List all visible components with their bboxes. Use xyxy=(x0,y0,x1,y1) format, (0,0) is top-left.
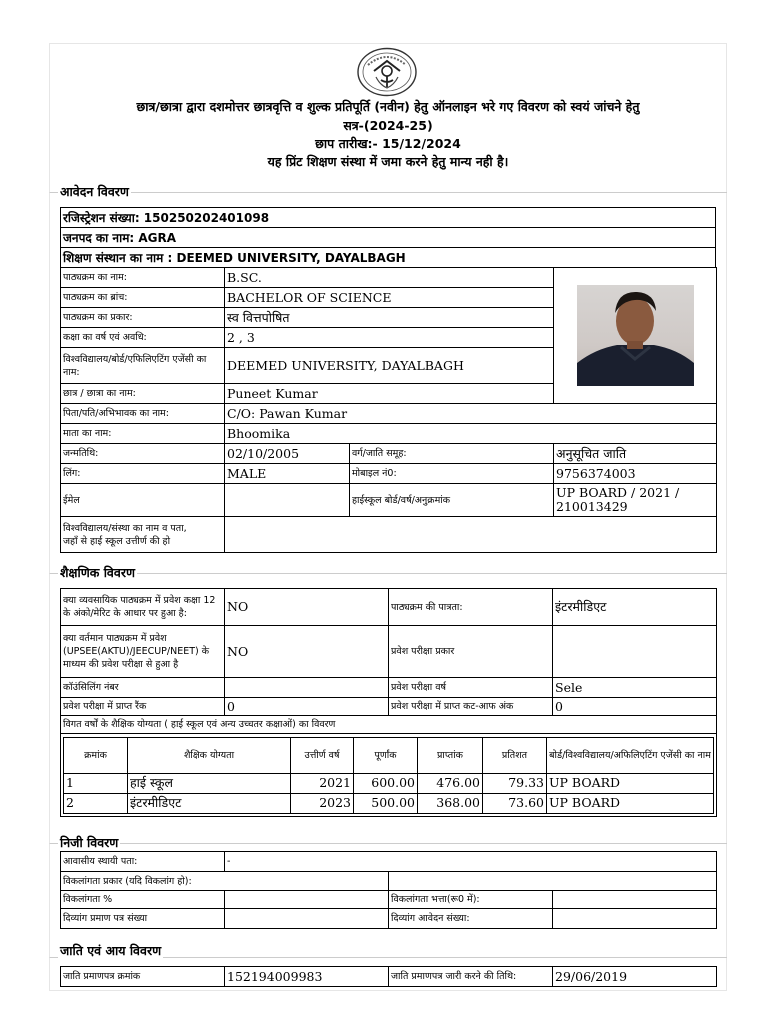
highschool-university-label-line2: जहाँ से हाई स्कूल उत्तीर्ण की हो xyxy=(63,535,171,547)
disability-type-label: विकलांगता प्रकार (यदि विकलांग हो): xyxy=(61,872,389,891)
academic-legend: शैक्षणिक विवरण xyxy=(60,565,135,580)
counselling-number-value xyxy=(225,678,389,698)
education-history-cell xyxy=(61,734,717,817)
cell-obtained-marks: 476.00 xyxy=(418,773,483,793)
gender-value: MALE xyxy=(225,464,350,484)
cell-pass-year: 2021 xyxy=(291,773,354,793)
entrance-admission-label: क्या वर्तमान पाठ्यक्रम में प्रवेश (UPSEE(AKTU)/JEECUP/NEET) के माध्यम की प्रवेश परीक्षा से हुआ है xyxy=(61,626,225,678)
course-name-label: पाठ्यक्रम का नाम: xyxy=(61,268,225,288)
cell-pass-year: 2023 xyxy=(291,793,354,813)
header-title: छात्र/छात्रा द्वारा दशमोत्तर छात्रवृत्ति व शुल्क प्रतिपूर्ति (नवीन) हेतु ऑनलाइन भरे गए विवरण को स्वयं जांचने हेतु xyxy=(136,99,640,114)
counselling-number-label: कॉउंसिलिंग नंबर xyxy=(61,678,225,698)
column-header-serial: क्रमांक xyxy=(64,737,128,773)
application-details-table xyxy=(60,267,717,553)
disability-percent-value xyxy=(225,891,389,909)
mobile-label: मोबाइल नं0: xyxy=(350,464,554,484)
application-legend: आवेदन विवरण xyxy=(60,184,129,199)
father-name-value: C/O: Pawan Kumar xyxy=(225,404,717,424)
caste-legend: जाति एवं आय विवरण xyxy=(60,943,162,958)
father-name-label: पिता/पति/अभिभावक का नाम: xyxy=(61,404,225,424)
mother-name-label: माता का नाम: xyxy=(61,424,225,444)
entrance-exam-year-label: प्रवेश परीक्षा वर्ष xyxy=(389,678,553,698)
academic-details-table xyxy=(60,588,717,817)
entrance-cutoff-label: प्रवेश परीक्षा में प्राप्त कट-आफ अंक xyxy=(389,698,553,716)
cell-qualification: इंटरमीडिएट xyxy=(128,793,291,813)
highschool-board-label: हाईस्कूल बोर्ड/वर्ष/अनुक्रमांक xyxy=(350,484,554,517)
course-branch-value: BACHELOR OF SCIENCE xyxy=(225,288,554,308)
dob-label: जन्मतिथि: xyxy=(61,444,225,464)
university-value: DEEMED UNIVERSITY, DAYALBAGH xyxy=(225,348,554,384)
cell-max-marks: 600.00 xyxy=(354,773,418,793)
photo-cell xyxy=(554,268,717,404)
cell-percentage: 79.33 xyxy=(483,773,547,793)
class-year-label: कक्षा का वर्ष एवं अवधि: xyxy=(61,328,225,348)
category-label: वर्ग/जाति समूह: xyxy=(350,444,554,464)
disability-percent-label: विकलांगता % xyxy=(61,891,225,909)
address-value: - xyxy=(225,852,717,872)
highschool-university-label-line1: विश्वविद्यालय/संस्था का नाम व पता, xyxy=(63,522,187,534)
cell-obtained-marks: 368.00 xyxy=(418,793,483,813)
table-row xyxy=(64,773,714,793)
disability-type-value xyxy=(389,872,717,891)
merit-admission-label: क्या व्यवसायिक पाठ्यक्रम में प्रवेश कक्षा 12 के अंको/मेरिट के आधार पर हुआ है: xyxy=(61,589,225,626)
header-print-date: छाप तारीख:- 15/12/2024 xyxy=(315,136,461,151)
course-name-value: B.SC. xyxy=(225,268,554,288)
course-eligibility-label: पाठ्यक्रम की पात्रता: xyxy=(389,589,553,626)
caste-certificate-date-value: 29/06/2019 xyxy=(553,967,717,987)
header-note: यह प्रिंट शिक्षण संस्था में जमा करने हेतु मान्य नही है। xyxy=(267,154,509,169)
merit-admission-value: NO xyxy=(225,589,389,626)
course-type-label: पाठ्यक्रम का प्रकार: xyxy=(61,308,225,328)
disability-application-label: दिव्यांग आवेदन संख्या: xyxy=(389,909,553,929)
column-header-board: बोर्ड/विश्वविद्यालय/अफिलिएटिंग एजेंसी का नाम xyxy=(547,737,714,773)
dob-value: 02/10/2005 xyxy=(225,444,350,464)
disability-application-value xyxy=(553,909,717,929)
entrance-rank-label: प्रवेश परीक्षा में प्राप्त रैंक xyxy=(61,698,225,716)
personal-legend: निजी विवरण xyxy=(60,835,119,850)
entrance-exam-year-value: Sele xyxy=(553,678,717,698)
highschool-university-value xyxy=(225,517,717,553)
entrance-rank-value: 0 xyxy=(225,698,389,716)
disability-certificate-label: दिव्यांग प्रमाण पत्र संख्या xyxy=(61,909,225,929)
cell-percentage: 73.60 xyxy=(483,793,547,813)
cell-max-marks: 500.00 xyxy=(354,793,418,813)
entrance-admission-value: NO xyxy=(225,626,389,678)
course-type-value: स्व वित्तपोषित xyxy=(225,308,554,328)
cell-board: UP BOARD xyxy=(547,793,714,813)
class-year-value: 2 , 3 xyxy=(225,328,554,348)
registration-number: रजिस्ट्रेशन संख्या: 150250202401098 xyxy=(61,208,716,228)
highschool-board-line2: 210013429 xyxy=(556,499,628,514)
highschool-board-line1: UP BOARD / 2021 / xyxy=(556,485,680,500)
email-value xyxy=(225,484,350,517)
column-header-pass-year: उत्तीर्ण वर्ष xyxy=(291,737,354,773)
caste-certificate-label: जाति प्रमाणपत्र क्रमांक xyxy=(61,967,225,987)
gender-label: लिंग: xyxy=(61,464,225,484)
course-eligibility-value: इंटरमीडिएट xyxy=(553,589,717,626)
highschool-university-label xyxy=(61,517,225,553)
table-row xyxy=(64,793,714,813)
column-header-obtained-marks: प्राप्तांक xyxy=(418,737,483,773)
application-header-table xyxy=(60,207,716,268)
mother-name-value: Bhoomika xyxy=(225,424,717,444)
district-name: जनपद का नाम: AGRA xyxy=(61,228,716,248)
column-header-qualification: शैक्षिक योग्यता xyxy=(128,737,291,773)
cell-board: UP BOARD xyxy=(547,773,714,793)
header-session: सत्र-(2024-25) xyxy=(343,118,433,133)
caste-certificate-value: 152194009983 xyxy=(225,967,389,987)
email-label: ईमेल xyxy=(61,484,225,517)
address-label: आवासीय स्थायी पता: xyxy=(61,852,225,872)
university-label: विश्वविद्यालय/बोर्ड/एफिलिएटिंग एजेंसी का नाम: xyxy=(61,348,225,384)
highschool-board-value xyxy=(554,484,717,517)
personal-details-table xyxy=(60,851,717,929)
entrance-exam-type-label: प्रवेश परीक्षा प्रकार xyxy=(389,626,553,678)
student-name-label: छात्र / छात्रा का नाम: xyxy=(61,384,225,404)
government-emblem-icon xyxy=(356,47,418,97)
student-name-value: Puneet Kumar xyxy=(225,384,717,404)
caste-details-table xyxy=(60,966,717,987)
entrance-cutoff-value: 0 xyxy=(553,698,717,716)
disability-allowance-value xyxy=(553,891,717,909)
course-branch-label: पाठ्यक्रम का ब्रांच: xyxy=(61,288,225,308)
entrance-exam-type-value xyxy=(553,626,717,678)
mobile-value: 9756374003 xyxy=(554,464,717,484)
column-header-percentage: प्रतिशत xyxy=(483,737,547,773)
disability-allowance-label: विकलांगता भत्ता(रू0 में): xyxy=(389,891,553,909)
cell-serial: 2 xyxy=(64,793,128,813)
student-photo xyxy=(577,285,694,386)
cell-qualification: हाई स्कूल xyxy=(128,773,291,793)
caste-certificate-date-label: जाति प्रमाणपत्र जारी करने की तिथि: xyxy=(389,967,553,987)
education-history-table xyxy=(63,737,714,814)
cell-serial: 1 xyxy=(64,773,128,793)
disability-certificate-value xyxy=(225,909,389,929)
institution-name: शिक्षण संस्थान का नाम : DEEMED UNIVERSITY, DAYALBAGH xyxy=(61,248,716,268)
category-value: अनुसूचित जाति xyxy=(554,444,717,464)
column-header-max-marks: पूर्णांक xyxy=(354,737,418,773)
education-history-title: विगत वर्षों के शैक्षिक योग्यता ( हाई स्कूल एवं अन्य उच्चतर कक्षाओं) का विवरण xyxy=(61,716,717,734)
